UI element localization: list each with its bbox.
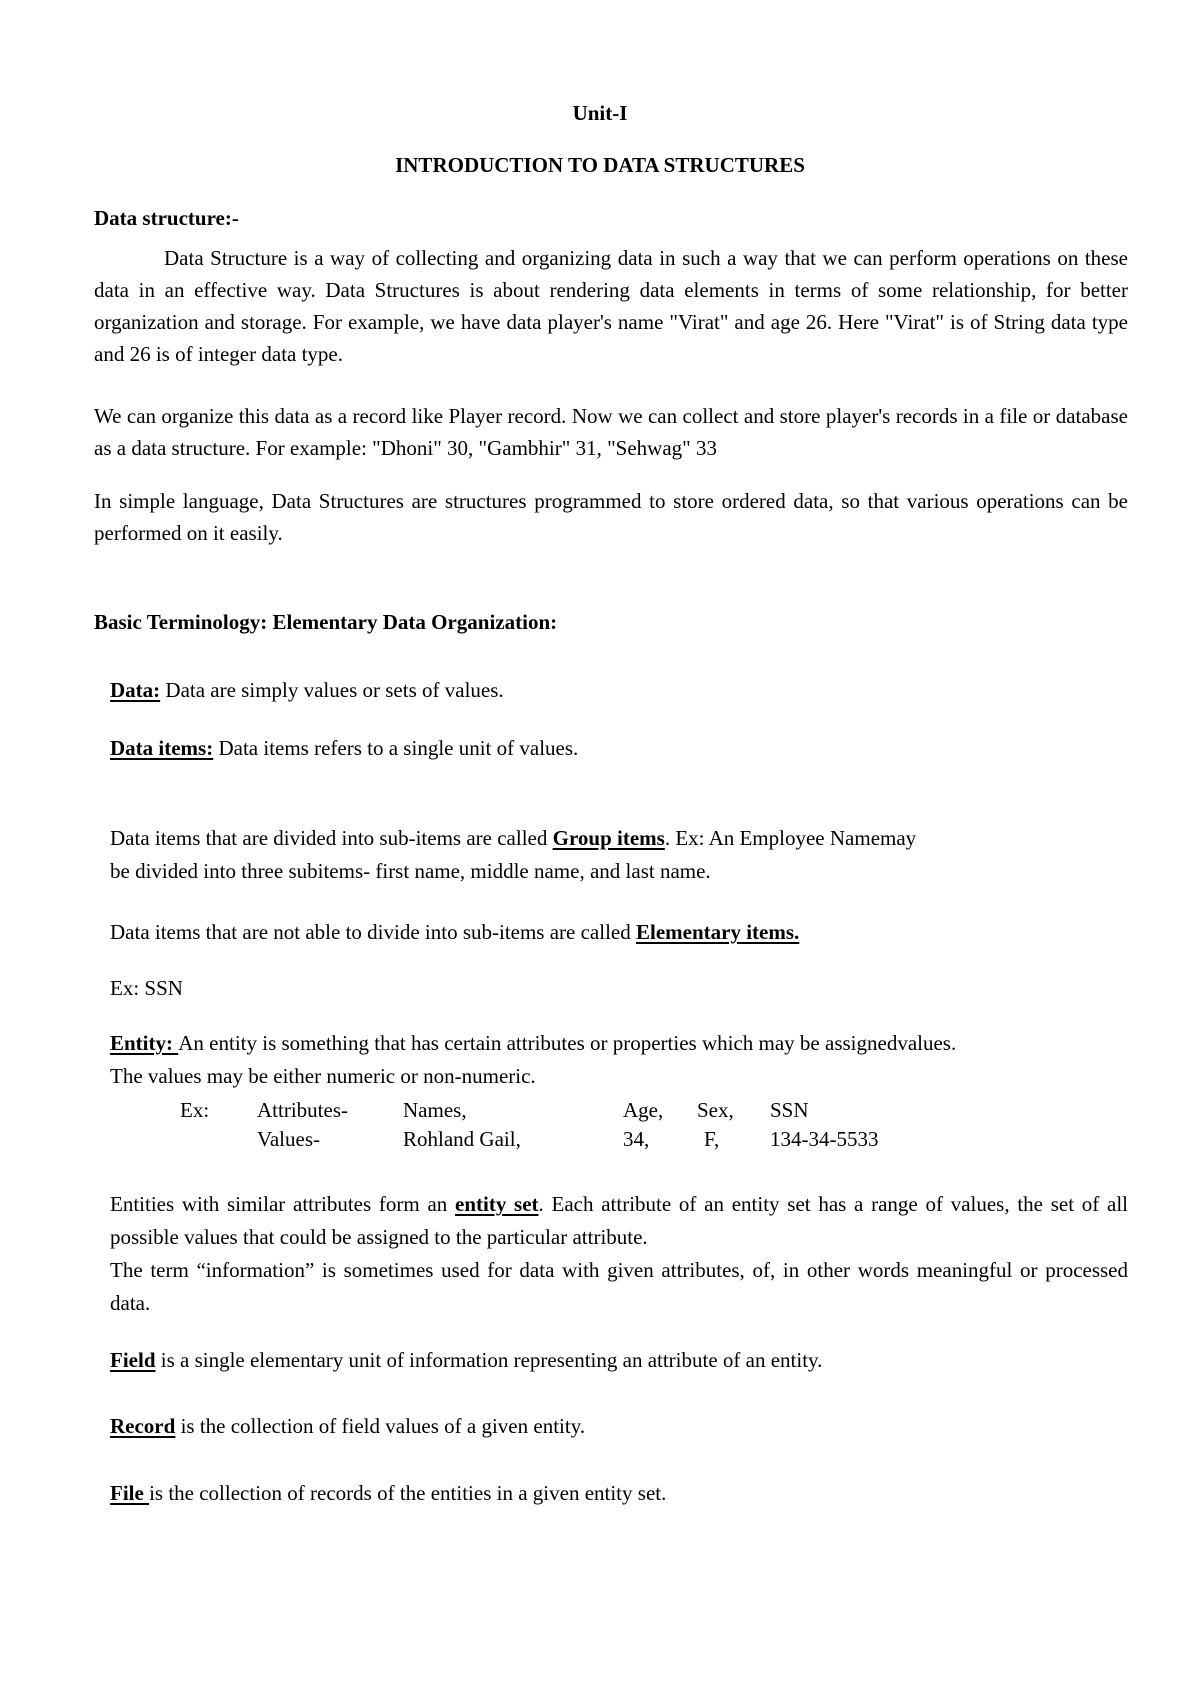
attribute-ssn: SSN <box>770 1098 809 1122</box>
entity-set-pre: Entities with similar attributes form an <box>110 1192 455 1216</box>
page-title: INTRODUCTION TO DATA STRUCTURES <box>395 153 805 177</box>
field-definition <box>110 1350 822 1371</box>
entity-set-term: entity set <box>455 1192 539 1216</box>
information-paragraph: The term “information” is sometimes used for data with given attributes, of, in other words meaningful or processed data. <box>110 1258 1128 1315</box>
file-definition <box>110 1483 666 1504</box>
definition-paragraph: Data Structure is a way of collecting and organizing data in such a way that we can perform operations on these data in an effective way. Data Structures is about rendering data elements in terms of some relationship, for better organization and storage. For example, we have data player's name "Virat" and age 26. Here "Virat" is of String data type and 26 is of integer data type. <box>94 246 1128 366</box>
value-sex: F, <box>704 1127 720 1151</box>
ssn-example: Ex: SSN <box>110 976 183 1000</box>
simple-language-paragraph: In simple language, Data Structures are structures programmed to store ordered data, so that various operations can be performed on it easily. <box>94 489 1128 545</box>
example-table-row-1 <box>0 1100 1200 1124</box>
entity-set-post: . Each attribute of an entity set has a range of values, the set of all possible values that could be assigned to the particular attribute. <box>110 1192 1128 1249</box>
entity-set-paragraph <box>110 1188 1128 1254</box>
value-name: Rohland Gail, <box>403 1127 521 1151</box>
elementary-items-pre: Data items that are not able to divide into sub-items are called <box>110 920 636 944</box>
group-items-line-1 <box>110 828 916 849</box>
group-items-term: Group items <box>552 826 665 850</box>
data-items-term: Data items: <box>110 736 214 760</box>
unit-label: Unit-I <box>572 101 628 125</box>
value-ssn: 134-34-5533 <box>770 1127 879 1151</box>
field-term: Field <box>110 1348 156 1372</box>
attributes-label: Attributes- <box>257 1098 348 1122</box>
entity-definition <box>110 1033 956 1054</box>
field-def-text: is a single elementary unit of information representing an attribute of an entity. <box>155 1348 823 1372</box>
group-items-pre: Data items that are divided into sub-items are called <box>110 826 553 850</box>
example-table-row-2 <box>0 1129 1200 1153</box>
file-term: File <box>110 1481 150 1505</box>
elementary-items-line <box>110 922 799 943</box>
value-age: 34, <box>623 1127 650 1151</box>
attribute-sex: Sex, <box>697 1098 734 1122</box>
record-definition <box>110 1416 585 1437</box>
file-def-text: is the collection of records of the entities in a given entity set. <box>149 1481 667 1505</box>
group-items-line-2: be divided into three subitems- first name, middle name, and last name. <box>110 859 711 883</box>
attribute-age: Age, <box>623 1098 664 1122</box>
data-def-text: Data are simply values or sets of values. <box>160 678 504 702</box>
entity-def-text: An entity is something that has certain attributes or properties which may be assignedvalues. <box>178 1031 957 1055</box>
data-term: Data: <box>110 678 161 702</box>
record-def-text: is the collection of field values of a given entity. <box>175 1414 586 1438</box>
data-items-definition <box>110 738 578 759</box>
data-definition <box>110 680 504 701</box>
data-items-def-text: Data items refers to a single unit of values. <box>213 736 579 760</box>
attribute-names: Names, <box>403 1098 467 1122</box>
entity-line-2: The values may be either numeric or non-numeric. <box>110 1064 536 1088</box>
values-label: Values- <box>257 1127 320 1151</box>
entity-term: Entity: <box>110 1031 179 1055</box>
record-paragraph: We can organize this data as a record like Player record. Now we can collect and store player's records in a file or database as a data structure. For example: "Dhoni" 30, "Gambhir" 31, "Sehwag" 33 <box>94 404 1128 460</box>
elementary-items-term: Elementary items. <box>636 920 800 944</box>
data-structure-heading: Data structure:- <box>94 206 239 230</box>
group-items-post: . Ex: An Employee Namemay <box>664 826 917 850</box>
record-term: Record <box>110 1414 176 1438</box>
example-label: Ex: <box>180 1098 210 1122</box>
terminology-heading: Basic Terminology: Elementary Data Organization: <box>94 610 558 634</box>
